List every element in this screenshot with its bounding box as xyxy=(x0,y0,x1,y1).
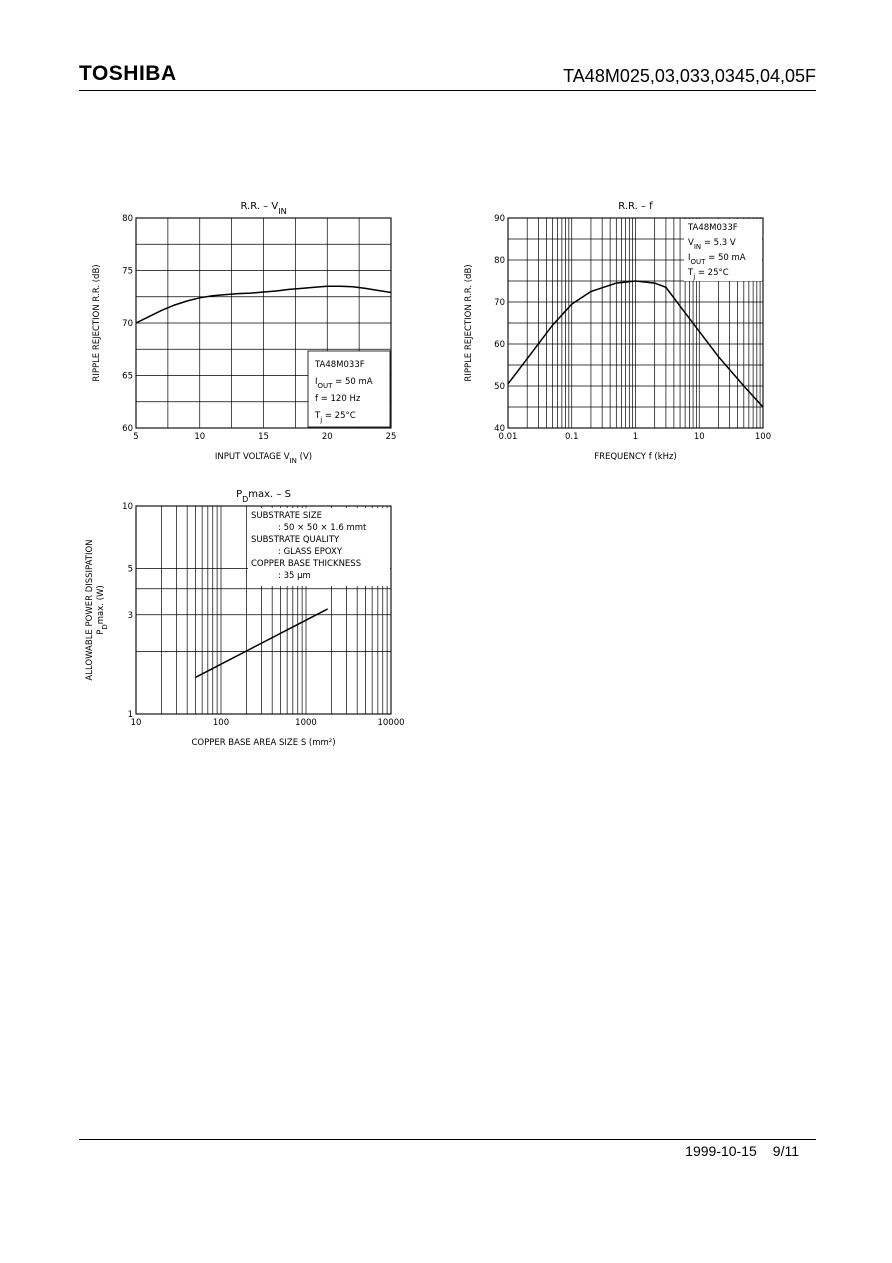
x-tick-label: 20 xyxy=(321,432,333,442)
x-tick-label: 25 xyxy=(385,432,397,442)
annotation-line: COPPER BASE THICKNESS xyxy=(251,559,362,569)
annotation-line: f = 120 Hz xyxy=(315,394,361,404)
brand-logo: TOSHIBA xyxy=(79,62,177,85)
x-tick-label: 15 xyxy=(258,432,269,442)
footer xyxy=(669,1143,799,1159)
x-tick-label: 10000 xyxy=(377,718,405,728)
x-axis-label: FREQUENCY f (kHz) xyxy=(594,452,677,462)
y-tick-label: 60 xyxy=(494,340,505,350)
x-axis-label: INPUT VOLTAGE $V_{IN}$ (V) xyxy=(214,452,313,465)
x-axis-label: COPPER BASE AREA SIZE S (mm²) xyxy=(191,738,336,748)
y-axis-label-2: $P_D\max$. (W) xyxy=(96,585,109,635)
x-tick-label: 0.1 xyxy=(564,432,579,442)
y-tick-label: 70 xyxy=(122,319,133,329)
y-tick-label: 65 xyxy=(122,371,133,382)
annotation-line: : 35 μm xyxy=(278,571,311,581)
y-tick-label: 3 xyxy=(127,610,133,621)
x-tick-label: 1 xyxy=(632,432,639,442)
footer-page: 9/11 xyxy=(772,1143,799,1159)
x-tick-label: 100 xyxy=(754,432,772,442)
y-tick-label: 70 xyxy=(494,298,505,308)
x-tick-label: 5 xyxy=(133,432,139,442)
annotation-line: $I_{OUT} = 50$ mA xyxy=(315,377,373,390)
annotation-line: SUBSTRATE SIZE xyxy=(251,511,322,521)
y-axis-label: ALLOWABLE POWER DISSIPATION xyxy=(85,539,95,681)
x-tick-label: 10 xyxy=(693,432,705,442)
part-number: TA48M025,03,033,0345,04,05F xyxy=(563,66,816,86)
x-tick-label: 0.01 xyxy=(498,432,518,442)
x-tick-label: 10 xyxy=(194,432,206,442)
x-tick-label: 1000 xyxy=(295,718,317,728)
y-tick-label: 1 xyxy=(127,710,133,720)
annotation-line: $T_j = 25^\circ C$ xyxy=(688,268,729,281)
x-tick-label: 100 xyxy=(212,718,230,728)
y-axis-label: RIPPLE REJECTION R.R. (dB) xyxy=(92,264,102,382)
annotation-line: $T_j = 25^\circ C$ xyxy=(315,411,356,424)
annotation-line: : 50 × 50 × 1.6 mmt xyxy=(278,523,367,533)
annotation-line: TA48M033F xyxy=(688,223,738,233)
y-tick-label: 5 xyxy=(127,564,133,575)
y-tick-label: 50 xyxy=(494,382,505,392)
y-tick-label: 80 xyxy=(122,214,133,224)
x-tick-label: 10 xyxy=(130,718,142,728)
y-tick-label: 80 xyxy=(494,256,505,266)
footer-date: 1999-10-15 xyxy=(685,1143,757,1159)
annotation-line: $I_{OUT} = 50$ mA xyxy=(688,253,746,266)
chart-title: $P_D\max$. – S xyxy=(236,489,291,504)
y-axis-label: RIPPLE REJECTION R.R. (dB) xyxy=(464,264,474,382)
y-tick-label: 75 xyxy=(122,266,133,277)
annotation-line: TA48M033F xyxy=(315,360,365,370)
y-tick-label: 40 xyxy=(494,424,505,434)
chart-title: R.R. – f xyxy=(618,201,653,212)
annotation-line: SUBSTRATE QUALITY xyxy=(251,535,340,545)
chart-title: R.R. – $V_{IN}$ xyxy=(240,201,287,216)
annotation-line: : GLASS EPOXY xyxy=(278,547,343,557)
y-tick-label: 10 xyxy=(122,502,133,512)
y-tick-label: 60 xyxy=(122,424,133,434)
footer-rule xyxy=(79,1139,816,1140)
annotation-line: $V_{IN} = 5.3$ V xyxy=(688,238,736,251)
y-tick-label: 90 xyxy=(494,214,505,224)
